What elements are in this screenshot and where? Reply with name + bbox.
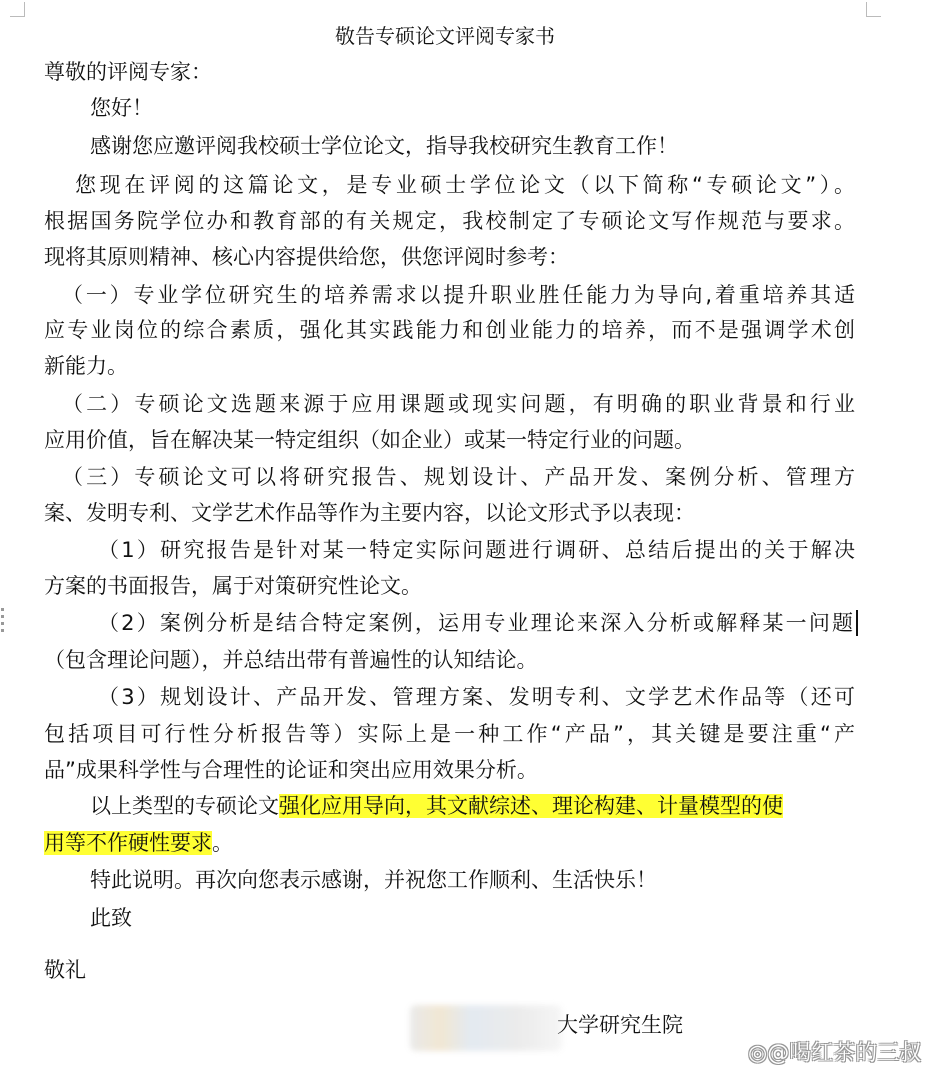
paragraph-line: 应专业岗位的综合素质，强化其实践能力和创业能力的培养，而不是强调学术创: [44, 318, 855, 342]
paragraph-line: 应用价值，旨在解决某一特定组织（如企业）或某一特定行业的问题。: [44, 428, 695, 452]
paragraph-line: （二）专硕论文选题来源于应用课题或现实问题，有明确的职业背景和行业: [62, 392, 855, 416]
summary-text: 以上类型的专硕论文: [90, 794, 279, 818]
redacted-area: [410, 1005, 562, 1051]
paragraph-line: （三）专硕论文可以将研究报告、规划设计、产品开发、案例分析、管理方: [62, 465, 855, 489]
closing-line: 特此说明。再次向您表示感谢，并祝您工作顺利、生活快乐！: [90, 868, 657, 892]
signature: 大学研究生院: [557, 1013, 683, 1037]
paragraph-line: 品”成果科学性与合理性的论证和突出应用效果分析。: [44, 758, 538, 782]
paragraph-line: （1）研究报告是针对某一特定实际问题进行调研、总结后提出的关于解决: [98, 538, 855, 562]
paragraph-line: （一）专业学位研究生的培养需求以提升职业胜任能力为导向,着重培养其适: [62, 283, 855, 307]
paragraph-line: 方案的书面报告，属于对策研究性论文。: [44, 574, 422, 598]
salutation: 尊敬的评阅专家：: [44, 60, 212, 84]
text-cursor: [856, 610, 858, 636]
paragraph-line: 新能力。: [44, 354, 128, 378]
greeting: 您好！: [90, 96, 153, 120]
paragraph-line: （3）规划设计、产品开发、管理方案、发明专利、文学艺术作品等（还可: [98, 685, 855, 709]
highlighted-text: 强化应用导向，其文献综述、理论构建、计量模型的使: [279, 794, 783, 818]
sign-off: 敬礼: [44, 958, 86, 982]
paragraph-line: （2）案例分析是结合特定案例，运用专业理论来深入分析或解释某一问题: [98, 611, 853, 635]
paragraph-line: 根据国务院学位办和教育部的有关规定，我校制定了专硕论文写作规范与要求。: [44, 209, 855, 233]
margin-handle: [1, 608, 4, 632]
paragraph-line: 您现在评阅的这篇论文，是专业硕士学位论文（以下简称“专硕论文”）。: [75, 173, 855, 197]
document-title: 敬告专硕论文评阅专家书: [335, 24, 555, 48]
sign-off: 此致: [90, 906, 132, 930]
summary-text: 。: [212, 831, 233, 855]
paragraph-line: 案、发明专利、文学艺术作品等作为主要内容，以论文形式予以表现：: [44, 501, 695, 525]
page-corner-mark: [10, 2, 25, 17]
summary-line: [44, 830, 233, 856]
weibo-icon: ◎: [748, 1041, 768, 1066]
paragraph-line: （包含理论问题），并总结出带有普遍性的认知结论。: [44, 648, 538, 672]
paragraph-line: 感谢您应邀评阅我校硕士学位论文，指导我校研究生教育工作！: [90, 134, 678, 158]
highlighted-text: 用等不作硬性要求: [44, 831, 212, 855]
summary-line: [90, 793, 783, 819]
paragraph-line: 现将其原则精神、核心内容提供给您，供您评阅时参考：: [44, 245, 569, 269]
watermark-text: @喝红茶的三叔: [767, 1041, 922, 1066]
paragraph-line: 包括项目可行性分析报告等）实际上是一种工作“产品”，其关键是要注重“产: [44, 722, 855, 746]
watermark: [748, 1036, 921, 1067]
page-corner-mark: [866, 2, 881, 17]
